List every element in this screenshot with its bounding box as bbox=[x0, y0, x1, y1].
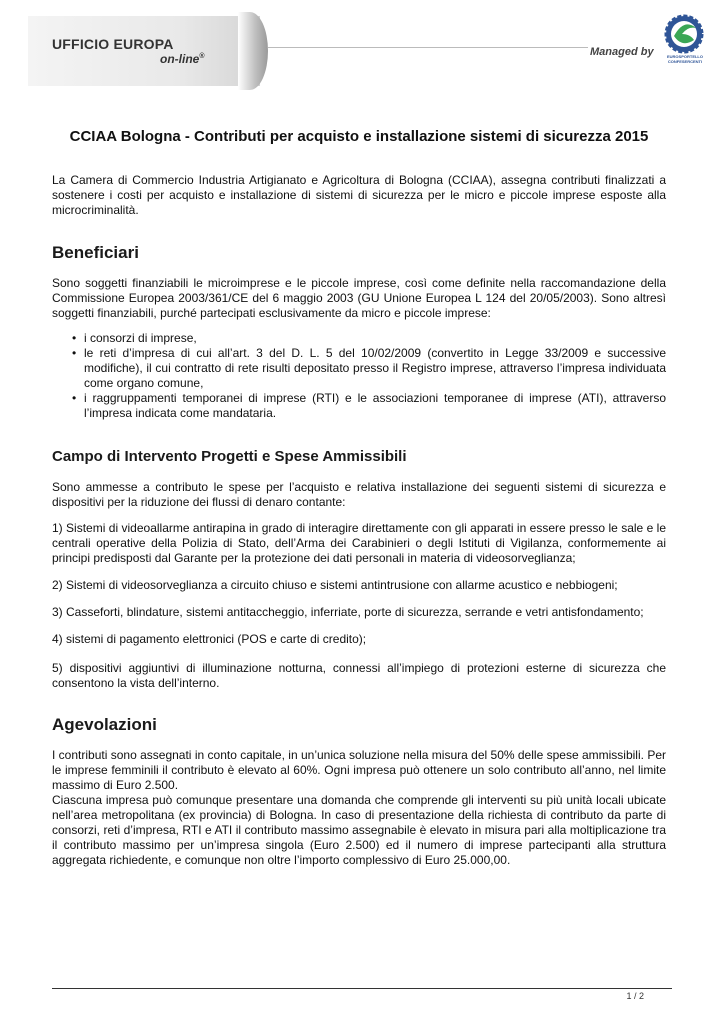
logo-title: UFFICIO EUROPA bbox=[52, 36, 174, 52]
beneficiari-list bbox=[70, 331, 666, 421]
heading-agevolazioni: Agevolazioni bbox=[52, 715, 157, 734]
beneficiari-paragraph: Sono soggetti finanziabili le microimprese e le piccole imprese, così come definite nella raccomandazione della Commissione Europea 2003/361/CE del 6 maggio 2003 (GU Unione Europea L 124 del 20/05/2003). Sono altresì soggetti finanziabili, purché partecipati esclusivamente da micro e piccole imprese: bbox=[52, 276, 666, 320]
brand-name: EUROSPORTELLO CONFESERCENTI bbox=[666, 54, 703, 64]
list-item: • i raggruppamenti temporanei di imprese (RTI) e le associazioni temporanee di imprese (ATI), attraverso l’impresa indicata come mandataria. bbox=[70, 391, 666, 421]
campo-item-4: 4) sistemi di pagamento elettronici (POS e carte di credito); bbox=[52, 632, 367, 646]
campo-item-2: 2) Sistemi di videosorveglianza a circuito chiuso e sistemi antintrusione con allarme acustico e nebbiogeni; bbox=[52, 578, 618, 592]
footer-divider bbox=[52, 988, 672, 989]
logo-subtitle-text: on-line bbox=[160, 52, 200, 66]
agevolazioni-paragraph-1: I contributi sono assegnati in conto capitale, in un’unica soluzione nella misura del 50% delle spese ammissibili. Per le imprese femminili il contributo è elevato al 60%. Ogni impresa può ottenere un solo contributo all’anno, nel limite massimo di Euro 2.500. bbox=[52, 748, 666, 792]
managed-by-label: Managed by bbox=[590, 46, 654, 58]
heading-beneficiari: Beneficiari bbox=[52, 243, 139, 262]
campo-item-3: 3) Casseforti, blindature, sistemi antitaccheggio, inferriate, porte di sicurezza, serrande e vetri antisfondamento; bbox=[52, 605, 644, 619]
campo-intro-paragraph: Sono ammesse a contributo le spese per l’acquisto e relativa installazione dei seguenti sistemi di sicurezza e dispositivi per la riduzione dei flussi di denaro contante: bbox=[52, 480, 666, 509]
list-item: • i consorzi di imprese, bbox=[70, 331, 666, 346]
logo-subtitle bbox=[160, 52, 205, 66]
page-header bbox=[0, 0, 725, 90]
heading-campo-intervento: Campo di Intervento Progetti e Spese Ammissibili bbox=[52, 448, 407, 465]
agevolazioni-paragraph-2: Ciascuna impresa può comunque presentare una domanda che comprende gli interventi su più unità locali ubicate nell’area metropolitana (ex provincia) di Bologna. In caso di presentazione della richiesta di contributo da parte di consorzi, reti d’impresa, RTI e ATI il contributo massimo assegnabile è elevato in misura pari alla moltiplicazione tra il contributo massimo per un’impresa singola (Euro 2.500) ed il numero di imprese partecipanti alla struttura aggregata richiedente, e comunque non oltre l’importo complessivo di Euro 25.000,00. bbox=[52, 793, 666, 867]
page-number: 1 / 2 bbox=[626, 991, 644, 1001]
intro-paragraph: La Camera di Commercio Industria Artigianato e Agricoltura di Bologna (CCIAA), assegna contributi finalizzati a sostenere i costi per acquisto e installazione di sistemi di sicurezza per le micro e piccole imprese esposte alla microcriminalità. bbox=[52, 173, 666, 217]
list-item: • le reti d’impresa di cui all’art. 3 del D. L. 5 del 10/02/2009 (convertito in Legge 33/2009 e successive modifiche), il cui contratto di rete risulti depositato presso il Registro imprese, attraverso l’impresa individuata come organo comune, bbox=[70, 346, 666, 391]
campo-item-5: 5) dispositivi aggiuntivi di illuminazione notturna, connessi all’impiego di protezioni esterne di sicurezza che consentono la vista dell’interno. bbox=[52, 661, 666, 690]
page-title: CCIAA Bologna - Contributi per acquisto e installazione sistemi di sicurezza 2015 bbox=[69, 128, 649, 145]
header-divider bbox=[268, 47, 588, 48]
registered-mark: ® bbox=[199, 53, 205, 60]
logo-curve-decoration bbox=[238, 12, 268, 90]
campo-item-1: 1) Sistemi di videoallarme antirapina in grado di interagire direttamente con gli apparati in essere presso le sale e le centrali operative della Polizia di Stato, dell’Arma dei Carabinieri o degli Istituti di Vigilanza, conformemente ai principi predisposti dal Garante per la protezione dei dati personali in materia di videosorveglianza; bbox=[52, 521, 666, 565]
